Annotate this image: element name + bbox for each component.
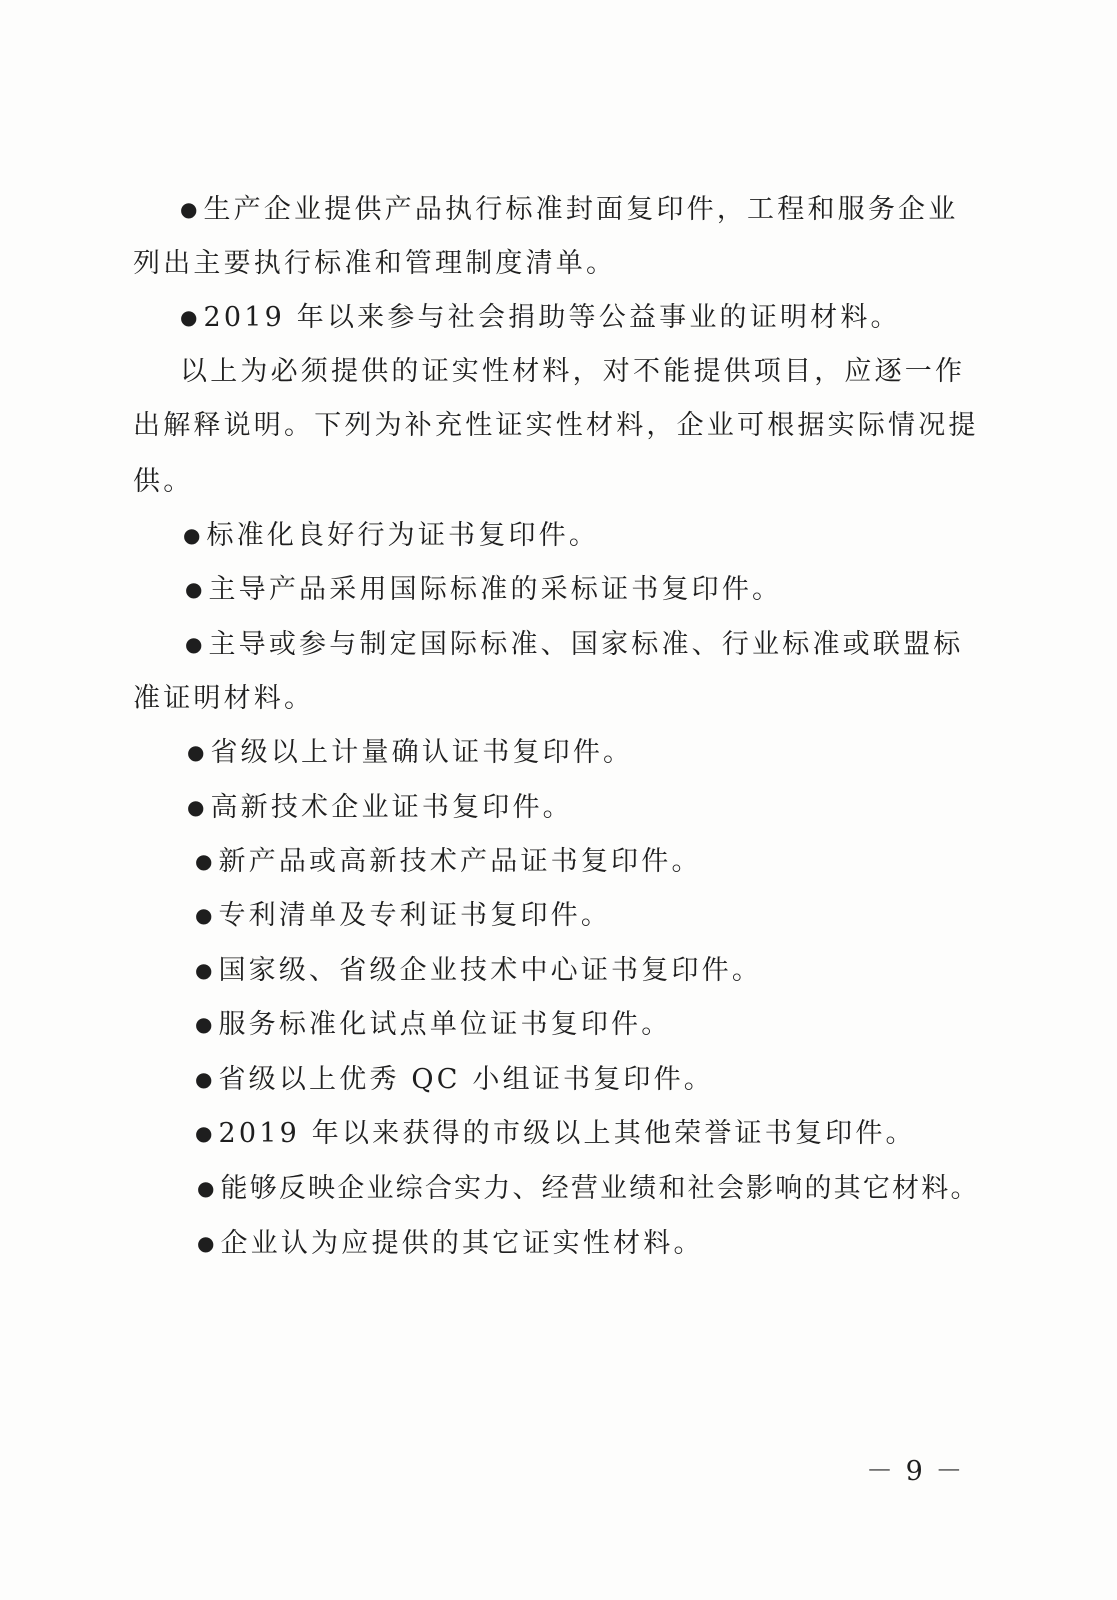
list-item: [187, 735, 633, 772]
line-text: 以上为必须提供的证实性材料，对不能提供项目，应逐一作: [180, 356, 966, 387]
line-text: 能够反映企业综合实力、经营业绩和社会影响的其它材料。: [220, 1173, 980, 1204]
line-text: 企业认为应提供的其它证实性材料。: [220, 1228, 704, 1259]
list-item: [197, 1226, 704, 1263]
line-text: 新产品或高新技术产品证书复印件。: [218, 846, 702, 877]
bullet-icon: ●: [195, 1067, 213, 1091]
list-item: [183, 518, 599, 555]
line-text: 标准化良好行为证书复印件。: [206, 520, 600, 551]
bullet-icon: ●: [195, 1012, 213, 1036]
line-text: 供。: [133, 466, 194, 497]
bullet-icon: ●: [185, 632, 203, 656]
list-item: [197, 1171, 980, 1208]
line-text: 2019 年以来获得的市级以上其他荣誉证书复印件。: [218, 1118, 916, 1149]
list-item: [195, 898, 611, 935]
bullet-icon: ●: [187, 740, 205, 764]
line-text: 生产企业提供产品执行标准封面复印件，工程和服务企业: [203, 194, 959, 225]
line-text: 列出主要执行标准和管理制度清单。: [133, 248, 617, 279]
list-item: [185, 572, 782, 609]
text-line: [180, 354, 965, 390]
text-line: [133, 681, 314, 717]
line-text: 主导产品采用国际标准的采标证书复印件。: [208, 574, 783, 605]
bullet-icon: ●: [195, 958, 213, 982]
text-line: [133, 464, 193, 500]
bullet-icon: ●: [183, 523, 201, 547]
line-text: 高新技术企业证书复印件。: [210, 792, 573, 823]
line-text: 专利清单及专利证书复印件。: [218, 900, 612, 931]
bullet-icon: ●: [195, 849, 213, 873]
list-item: [195, 1116, 916, 1153]
line-text: 省级以上计量确认证书复印件。: [210, 737, 634, 768]
line-text: 出解释说明。下列为补充性证实性材料，企业可根据实际情况提: [133, 410, 979, 441]
list-item: [180, 300, 901, 337]
list-item: [195, 1007, 671, 1044]
bullet-icon: ●: [197, 1231, 215, 1255]
line-text: 主导或参与制定国际标准、国家标准、行业标准或联盟标: [208, 629, 964, 660]
list-item: [195, 1062, 714, 1099]
text-line: [133, 246, 616, 282]
line-text: 2019 年以来参与社会捐助等公益事业的证明材料。: [203, 302, 901, 333]
line-text: 服务标准化试点单位证书复印件。: [218, 1009, 672, 1040]
page-number: － 9 －: [866, 1456, 965, 1487]
list-item: [180, 192, 958, 229]
bullet-icon: ●: [185, 577, 203, 601]
text-line: [133, 408, 979, 444]
bullet-icon: ●: [180, 197, 198, 221]
line-text: 省级以上优秀 QC 小组证书复印件。: [218, 1064, 715, 1095]
bullet-icon: ●: [180, 305, 198, 329]
line-text: 国家级、省级企业技术中心证书复印件。: [218, 955, 763, 986]
list-item: [187, 790, 573, 827]
list-item: [195, 953, 762, 990]
line-text: 准证明材料。: [133, 683, 315, 714]
bullet-icon: ●: [195, 1121, 213, 1145]
list-item: [195, 844, 702, 881]
bullet-icon: ●: [197, 1176, 215, 1200]
list-item: [185, 627, 963, 664]
bullet-icon: ●: [187, 795, 205, 819]
bullet-icon: ●: [195, 903, 213, 927]
